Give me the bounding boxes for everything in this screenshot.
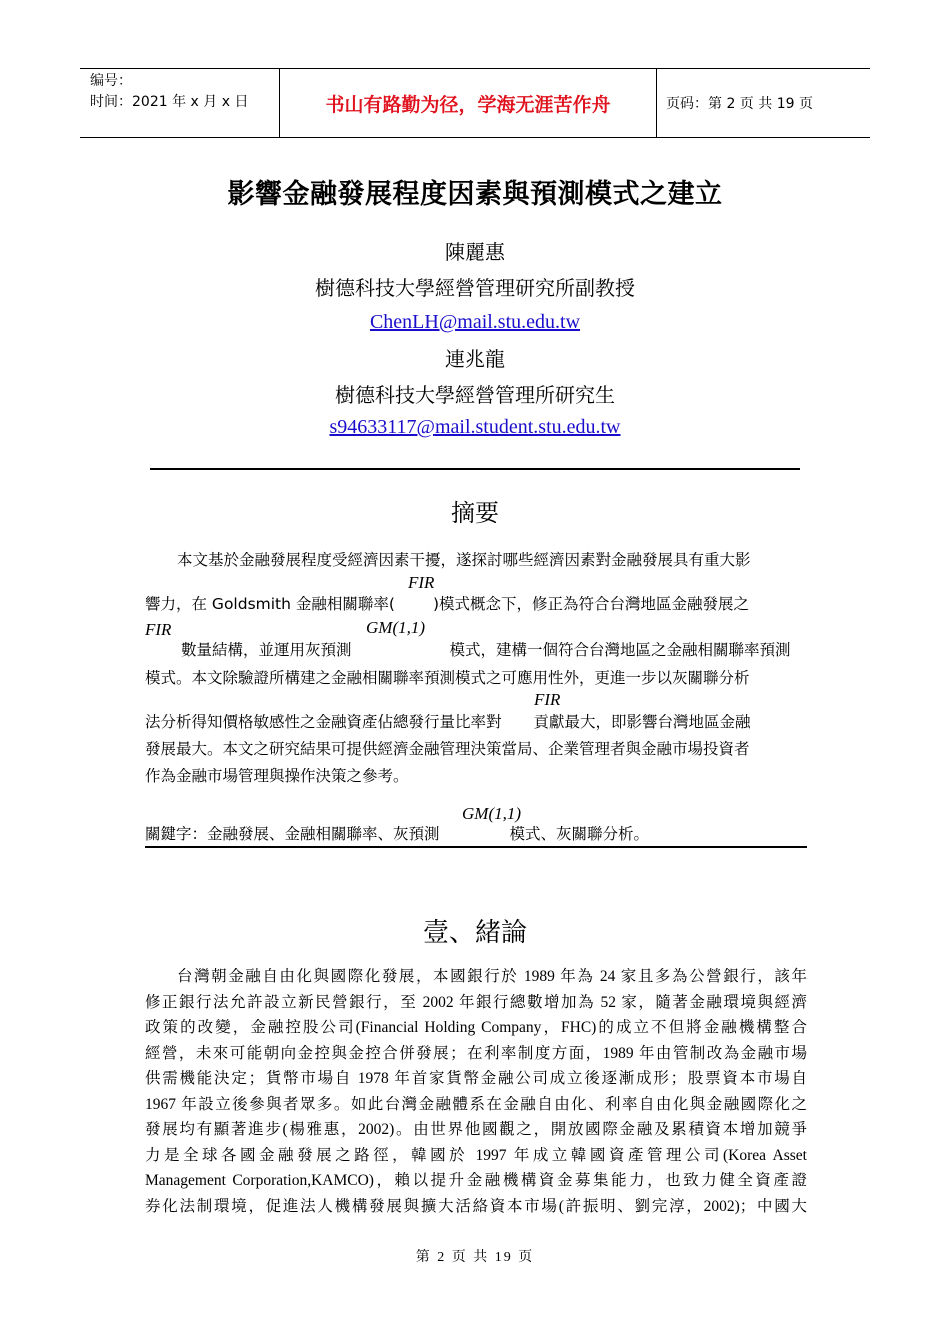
body-line-6: 1967 年設立後參與者眾多。如此台灣金融體系在金融自由化、利率自由化與金融國際化之 [145,1095,807,1113]
author-email-1[interactable]: ChenLH@mail.stu.edu.tw [369,311,581,333]
body-line-3: 政策的改變，金融控股公司(Financial Holding Company，FHC)的成立不但將金融機構整合 [145,1019,807,1036]
abstract-line-5a: 法分析得知價格敏感性之金融資產佔總發行量比率對 [145,713,502,731]
author-affiliation-2: 樹德科技大學經營管理所研究生 [335,383,615,407]
body-line-1: 台灣朝金融自由化與國際化發展，本國銀行於 1989 年為 24 家且多為公營銀行，該年 [177,968,807,985]
author-email-2[interactable]: s94633117@mail.student.stu.edu.tw [329,416,621,438]
body-line-10: 券化法制環境，促進法人機構發展與擴大活絡資本市場(許振明、劉完淳，2002)；中國大 [145,1197,807,1215]
section-heading: 壹、緒論 [422,918,527,948]
abstract-line-4: 模式。本文除驗證所構建之金融相關聯率預測模式之可應用性外，更進一步以灰關聯分析 [145,669,750,687]
header-page-info: 页码：第 2 页 共 19 页 [666,96,813,112]
body-line-5: 供需機能決定；貨幣市場自 1978 年首家貨幣金融公司成立後逐漸成形；股票資本市場自 [145,1070,807,1087]
author-name-1: 陳麗惠 [445,240,505,264]
paper-title: 影響金融發展程度因素與預測模式之建立 [227,179,723,210]
math-gm-1: GM(1,1) [366,618,426,637]
math-fir-1: FIR [408,573,435,592]
page-header [80,68,870,138]
author-name-2: 連兆龍 [445,347,505,371]
keywords-line [145,822,807,844]
header-meta-cell [80,69,280,137]
document-time-label: 时间：2021 年 x 月 x 日 [90,94,249,110]
math-gm-2: GM(1,1) [462,804,522,823]
abstract-line-2a: 響力，在 Goldsmith 金融相關聯率( [145,595,395,613]
header-motto: 书山有路勤为径，学海无涯苦作舟 [280,69,657,137]
abstract-line-3b: 模式，建構一個符合台灣地區之金融相關聯率預測 [449,641,791,659]
abstract-line-5 [145,710,807,732]
math-fir-3: FIR [534,690,561,709]
abstract-line-7: 作為金融市場管理與操作決策之參考。 [145,767,409,785]
body-line-2: 修正銀行法允許設立新民營銀行，至 2002 年銀行總數增加為 52 家，隨著金融環境與經濟 [145,993,807,1011]
author-email-2-row [0,414,950,439]
author-affiliation-1: 樹德科技大學經營管理研究所副教授 [315,276,635,300]
abstract-line-3 [145,638,807,660]
abstract-line-6: 發展最大。本文之研究結果可提供經濟金融管理決策當局、企業管理者與金融市場投資者 [145,740,750,758]
author-email-1-row [0,309,950,334]
math-fir-2: FIR [145,620,172,639]
abstract-line-1: 本文基於金融發展程度受經濟因素干擾，遂探討哪些經濟因素對金融發展具有重大影 [177,551,751,569]
abstract-line-2 [145,592,807,614]
body-line-7: 發展均有顯著進步(楊雅惠，2002)。由世界他國觀之，開放國際金融及累積資本增加競爭 [145,1121,807,1138]
body-line-8: 力是全球各國金融發展之路徑，韓國於 1997 年成立韓國資產管理公司(Korea Asset [145,1146,807,1164]
title-divider [150,468,800,470]
abstract-line-2b: )模式概念下，修正為符合台灣地區金融發展之 [432,595,749,613]
abstract-line-3a: 數量結構，並運用灰預測 [181,641,352,659]
abstract-line-5b: 貢獻最大，即影響台灣地區金融 [533,713,751,731]
document-number-label: 编号： [90,73,132,89]
body-line-4: 經營，未來可能朝向金控與金控合併發展；在利率制度方面，1989 年由管制改為金融市場 [145,1044,807,1062]
keywords-divider [145,846,807,848]
abstract-heading: 摘要 [451,499,499,527]
keywords-part-2: 模式、灰關聯分析。 [509,825,650,843]
section-body [145,964,807,1219]
page-footer: 第 2 页 共 19 页 [415,1250,535,1265]
keywords-part-1: 關鍵字：金融發展、金融相關聯率、灰預測 [145,825,440,843]
body-line-9: Management Corporation,KAMCO)，賴以提升金融機構資金募集能力，也致力健全資產證 [145,1172,807,1189]
